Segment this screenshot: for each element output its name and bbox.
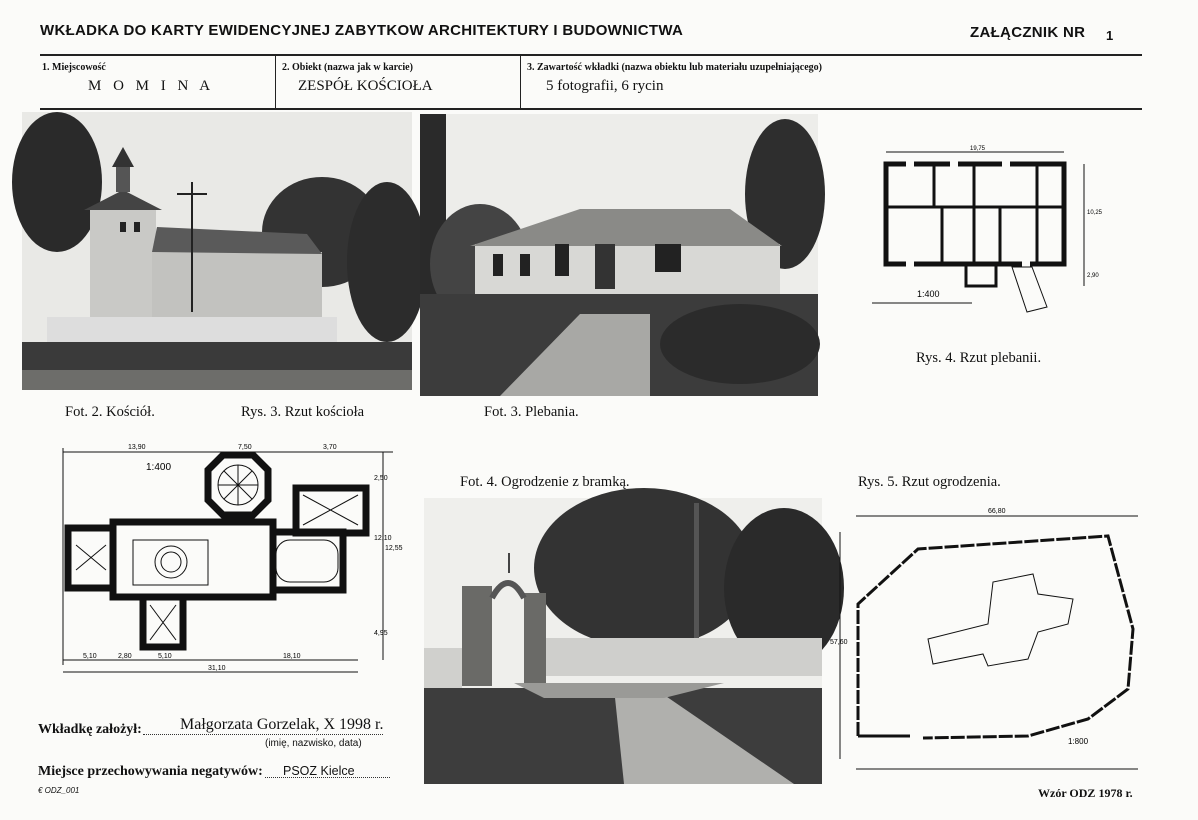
rectory-scale: 1:400 xyxy=(917,289,940,299)
annex-number: 1 xyxy=(1106,28,1114,43)
rectory-plan xyxy=(862,142,1102,312)
contents-value: 5 fotografii, 6 rycin xyxy=(546,78,664,94)
caption-fig5: Rys. 5. Rzut ogrodzenia. xyxy=(858,474,1001,490)
church-scale: 1:400 xyxy=(146,462,172,473)
fence-scale: 1:800 xyxy=(1068,737,1089,746)
fence-dim-top: 66,80 xyxy=(988,508,1006,515)
church-dim-right-2: 12,10 xyxy=(374,535,392,542)
caption-photo3: Fot. 3. Plebania. xyxy=(484,404,579,420)
field-divider-1 xyxy=(275,55,276,108)
rectory-dim-right-1: 10,25 xyxy=(1087,210,1103,216)
object-value: ZESPÓŁ KOŚCIOŁA xyxy=(298,78,433,94)
header-rule-top xyxy=(40,54,1142,56)
card-title: WKŁADKA DO KARTY EWIDENCYJNEJ ZABYTKOW ARCHITEKTURY I BUDOWNICTWA xyxy=(40,22,684,39)
church-dim-top-3: 3,70 xyxy=(323,444,337,451)
annex-label: ZAŁĄCZNIK NR xyxy=(970,24,1086,41)
church-dim-bottom-3: 5,10 xyxy=(158,653,172,660)
church-dim-top-1: 13,90 xyxy=(128,444,146,451)
fence-dim-left: 57,60 xyxy=(830,639,848,646)
church-dim-right-4: 4,95 xyxy=(374,630,388,637)
header-rule-bottom xyxy=(40,108,1142,110)
church-plan xyxy=(58,440,403,680)
object-label: 2. Obiekt (nazwa jak w karcie) xyxy=(282,62,413,73)
negatives-label: Miejsce przechowywania negatywów: xyxy=(38,764,263,779)
model-label: Wzór ODZ 1978 r. xyxy=(1038,786,1133,800)
founder-hint: (imię, nazwisko, data) xyxy=(265,738,362,749)
rectory-photo xyxy=(420,114,818,396)
church-photo xyxy=(22,112,412,390)
caption-photo2: Fot. 2. Kościół. xyxy=(65,404,155,420)
rectory-dim-right-2: 2,90 xyxy=(1087,273,1099,279)
church-dim-right-3: 12,55 xyxy=(385,545,403,552)
caption-fig4: Rys. 4. Rzut plebanii. xyxy=(916,350,1042,366)
church-dim-bottom-1: 5,10 xyxy=(83,653,97,660)
rectory-dim-top: 19,75 xyxy=(970,146,986,152)
caption-fig3: Rys. 3. Rzut kościoła xyxy=(241,404,365,420)
form-code: € ODZ_001 xyxy=(38,786,80,795)
founder-label: Wkładkę założył: xyxy=(38,722,142,737)
caption-photo4: Fot. 4. Ogrodzenie z bramką. xyxy=(460,474,630,490)
field-divider-2 xyxy=(520,55,521,108)
church-dim-bottom-4: 18,10 xyxy=(283,653,301,660)
locality-label: 1. Miejscowość xyxy=(42,62,106,73)
locality-value: M O M I N A xyxy=(88,78,215,94)
church-dim-top-2: 7,50 xyxy=(238,444,252,451)
contents-label: 3. Zawartość wkładki (nazwa obiektu lub materiału uzupełniającego) xyxy=(527,62,823,73)
church-dim-right-1: 2,50 xyxy=(374,475,388,482)
fence-plan xyxy=(828,504,1148,774)
negatives-value: PSOZ Kielce xyxy=(283,764,355,778)
church-dim-total: 31,10 xyxy=(208,665,226,672)
fence-photo xyxy=(424,498,822,784)
church-dim-bottom-2: 2,80 xyxy=(118,653,132,660)
founder-value: Małgorzata Gorzelak, X 1998 r. xyxy=(180,716,384,733)
